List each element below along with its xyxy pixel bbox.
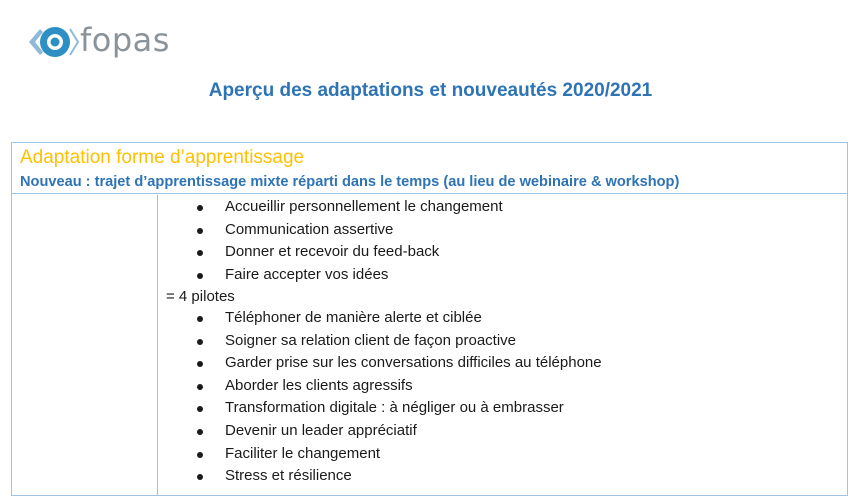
section-subtitle: Nouveau : trajet d’apprentissage mixte réparti dans le temps (au lieu de webinaire & workshop): [20, 174, 680, 190]
bullet-icon: [197, 429, 203, 435]
bullet-icon: [197, 273, 203, 279]
bullet-icon: [197, 452, 203, 458]
list-item: Garder prise sur les conversations difficiles au téléphone: [158, 352, 847, 375]
module-list-one: [158, 196, 847, 286]
bullet-icon: [197, 228, 203, 234]
module-list-two: [158, 307, 847, 488]
page-title: Aperçu des adaptations et nouveautés 2020/2021: [208, 80, 653, 101]
list-item: Téléphoner de manière alerte et ciblée: [158, 307, 847, 330]
list-item: Faire accepter vos idées: [158, 264, 847, 287]
content-table: [11, 142, 848, 496]
list-item: Donner et recevoir du feed-back: [158, 241, 847, 264]
list-item: Soigner sa relation client de façon proactive: [158, 330, 847, 353]
list-item: Transformation digitale : à négliger ou à embrasser: [158, 397, 847, 420]
list-item: Communication assertive: [158, 219, 847, 242]
bullet-icon: [197, 250, 203, 256]
list-item: Faciliter le changement: [158, 443, 847, 466]
table-left-cell: [12, 195, 158, 495]
pilots-line: = 4 pilotes: [166, 288, 235, 305]
table-right-cell: [158, 195, 847, 495]
bullet-icon: [197, 339, 203, 345]
bullet-icon: [197, 474, 203, 480]
list-item: Accueillir personnellement le changement: [158, 196, 847, 219]
section-title: Adaptation forme d’apprentissage: [20, 147, 305, 168]
bullet-icon: [197, 406, 203, 412]
table-header: [12, 143, 847, 194]
list-item: Stress et résilience: [158, 465, 847, 488]
fopas-logo: [26, 16, 176, 68]
bullet-icon: [197, 361, 203, 367]
logo-text: fopas: [80, 21, 170, 59]
bullet-icon: [197, 205, 203, 211]
list-item: Aborder les clients agressifs: [158, 375, 847, 398]
fopas-logo-icon: [26, 16, 80, 68]
bullet-icon: [197, 316, 203, 322]
list-item: Devenir un leader appréciatif: [158, 420, 847, 443]
bullet-icon: [197, 384, 203, 390]
